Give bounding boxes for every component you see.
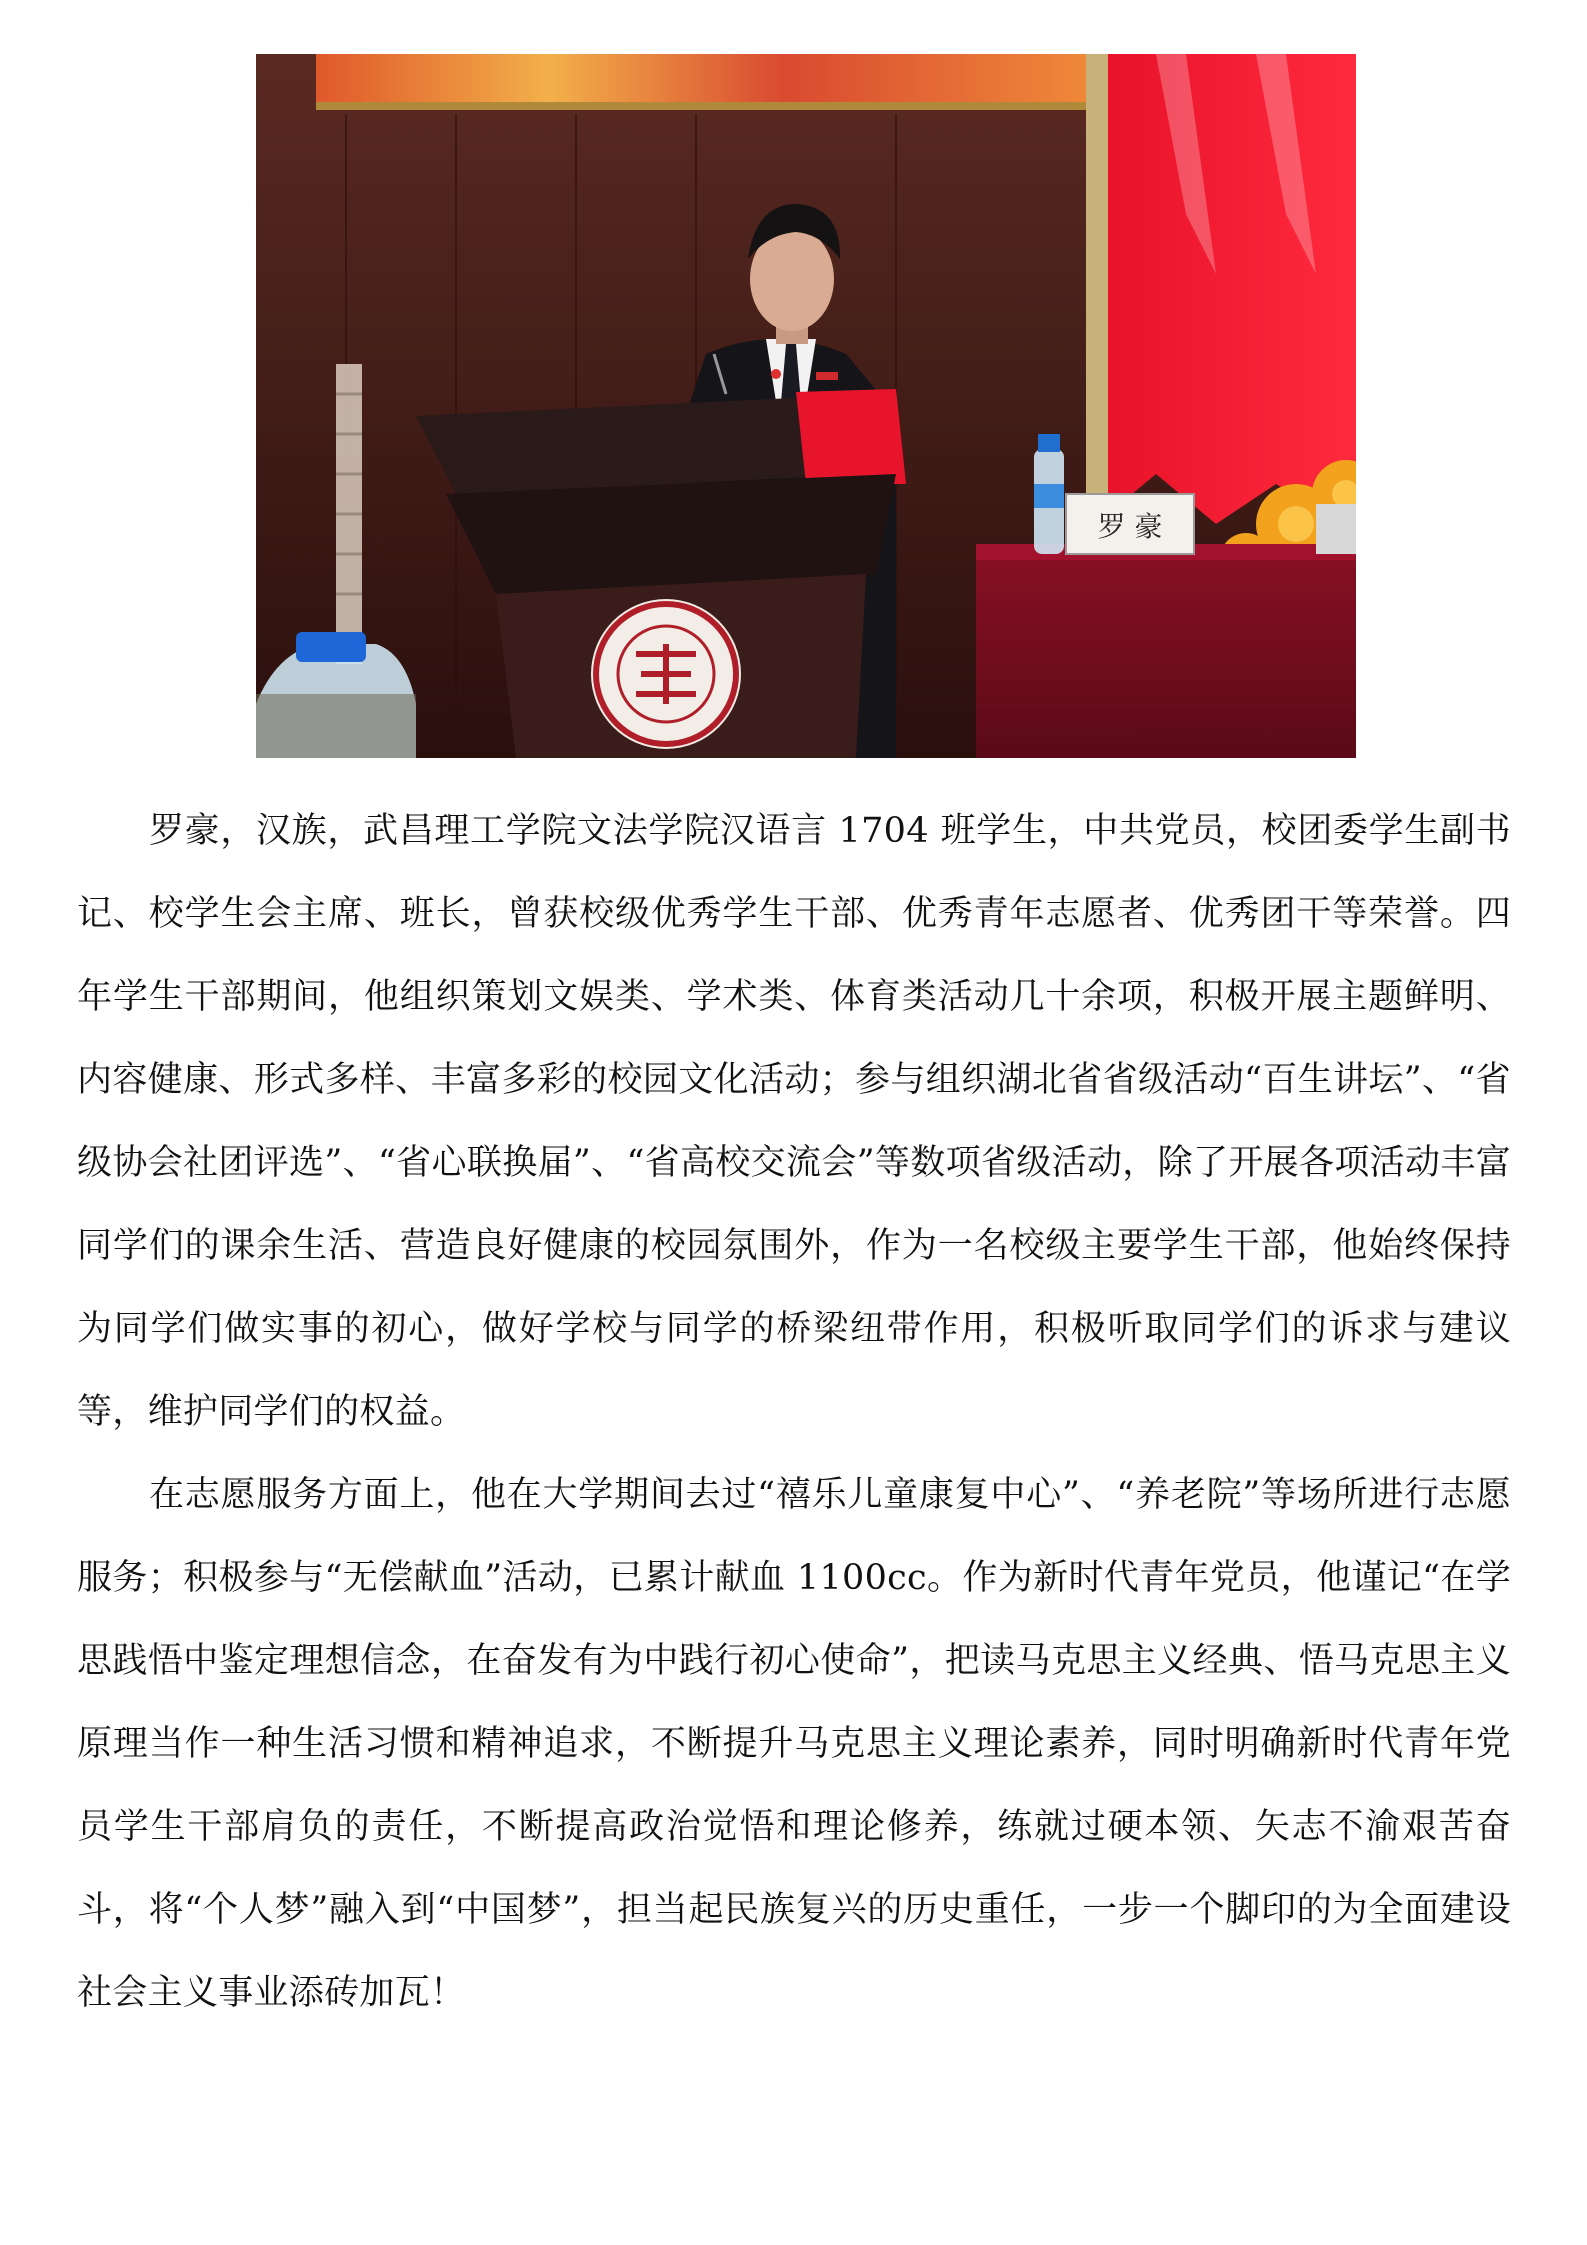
article-body [77, 790, 1511, 2035]
university-emblem [591, 599, 741, 749]
paragraph-1: 罗豪，汉族，武昌理工学院文法学院汉语言 1704 班学生，中共党员，校团委学生副书记、校学生会主席、班长，曾获校级优秀学生干部、优秀青年志愿者、优秀团干等荣誉。四年学生干部期间，他组织策划文娱类、学术类、体育类活动几十余项，积极开展主题鲜明、内容健康、形式多样、丰富多彩的校园文化活动；参与组织湖北省省级活动“百生讲坛”、“省级协会社团评选”、“省心联换届”、“省高校交流会”等数项省级活动，除了开展各项活动丰富同学们的课余生活、营造良好健康的校园氛围外，作为一名校级主要学生干部，他始终保持为同学们做实事的初心，做好学校与同学的桥梁纽带作用，积极听取同学们的诉求与建议等，维护同学们的权益。 [77, 811, 1511, 1432]
paragraph-2: 在志愿服务方面上，他在大学期间去过“禧乐儿童康复中心”、“养老院”等场所进行志愿服务；积极参与“无偿献血”活动，已累计献血 1100cc。作为新时代青年党员，他谨记“在学思践悟中鉴定理想信念，在奋发有为中践行初心使命”，把读马克思主义经典、悟马克思主义原理当作一种生活习惯和精神追求，不断提升马克思主义理论素养，同时明确新时代青年党员学生干部肩负的责任，不断提高政治觉悟和理论修养，练就过硬本领、矢志不渝艰苦奋斗，将“个人梦”融入到“中国梦”，担当起民族复兴的历史重任，一步一个脚印的为全面建设社会主义事业添砖加瓦！ [77, 1475, 1511, 2013]
speaker-photo [256, 54, 1356, 758]
photo-illustration [256, 54, 1356, 758]
name-plate-text: 罗 豪 [1097, 510, 1163, 543]
